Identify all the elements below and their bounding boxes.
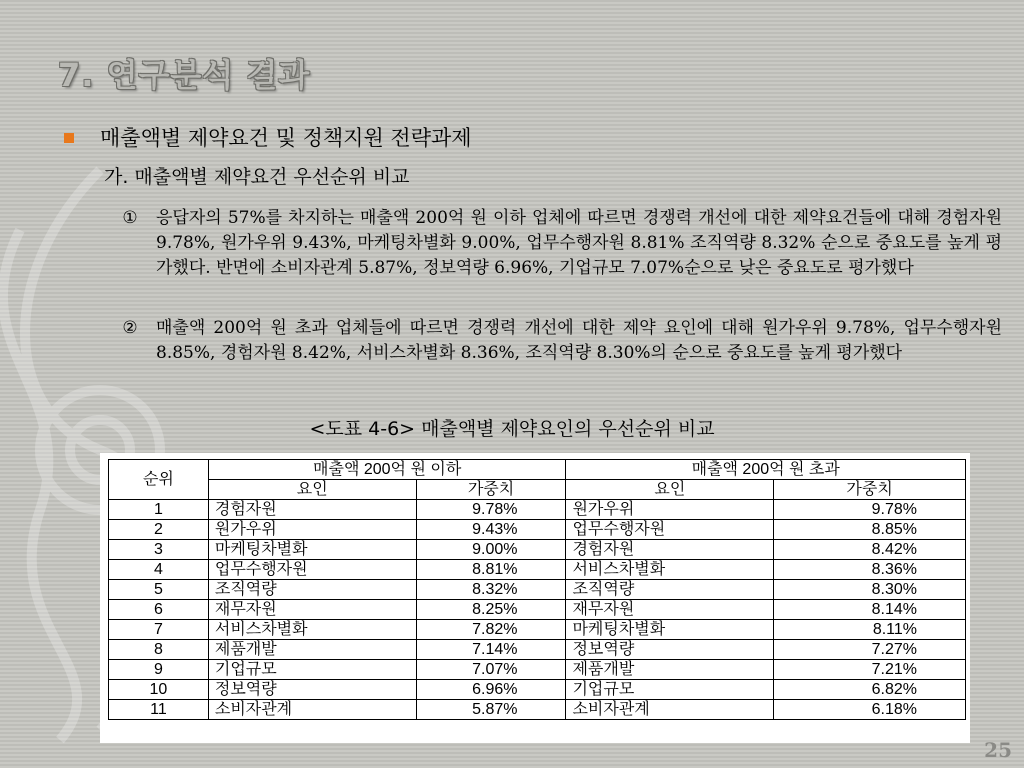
weight-cell: 7.21% xyxy=(774,660,966,680)
weight-cell: 8.14% xyxy=(774,600,966,620)
table-row xyxy=(109,540,966,560)
weight-cell: 8.25% xyxy=(416,600,566,620)
factor-cell: 재무자원 xyxy=(208,600,416,620)
table-row xyxy=(109,640,966,660)
rank-cell: 10 xyxy=(109,680,209,700)
factor-cell: 업무수행자원 xyxy=(566,520,774,540)
rank-cell: 8 xyxy=(109,640,209,660)
weight-cell: 8.42% xyxy=(774,540,966,560)
rank-cell: 1 xyxy=(109,500,209,520)
table-row xyxy=(109,700,966,720)
paragraph-2 xyxy=(118,316,1002,366)
table-row xyxy=(109,580,966,600)
factor-cell: 경험자원 xyxy=(208,500,416,520)
weight-cell: 9.78% xyxy=(774,500,966,520)
weight-cell: 8.85% xyxy=(774,520,966,540)
factor-cell: 원가우위 xyxy=(566,500,774,520)
bullet-square-icon xyxy=(64,133,74,143)
weight-cell: 6.82% xyxy=(774,680,966,700)
circled-number-1: ① xyxy=(122,208,138,228)
factor-cell: 소비자관계 xyxy=(208,700,416,720)
group-header-under-200: 매출액 200억 원 이하 xyxy=(208,460,566,480)
weight-cell: 8.30% xyxy=(774,580,966,600)
rank-cell: 5 xyxy=(109,580,209,600)
weight-cell: 5.87% xyxy=(416,700,566,720)
table-row xyxy=(109,660,966,680)
paragraph-2-text: 매출액 200억 원 초과 업체들에 따르면 경쟁력 개선에 대한 제약 요인에 대해 원가우위 9.78%, 업무수행자원 8.85%, 경험자원 8.42%, 서비스차별화 8.36%, 조직역량 8.30%의 순으로 중요도를 높게 평가했다 xyxy=(156,318,1002,363)
rank-header: 순위 xyxy=(109,460,209,500)
table-row xyxy=(109,500,966,520)
factor-cell: 경험자원 xyxy=(566,540,774,560)
weight-cell: 6.18% xyxy=(774,700,966,720)
table-row xyxy=(109,600,966,620)
rank-cell: 4 xyxy=(109,560,209,580)
weight-cell: 9.00% xyxy=(416,540,566,560)
table-caption: <도표 4-6> 매출액별 제약요인의 우선순위 비교 xyxy=(309,418,715,440)
weight-header: 가중치 xyxy=(416,480,566,500)
factor-cell: 재무자원 xyxy=(566,600,774,620)
factor-cell: 마케팅차별화 xyxy=(566,620,774,640)
factor-cell: 정보역량 xyxy=(208,680,416,700)
factor-header: 요인 xyxy=(566,480,774,500)
factor-cell: 정보역량 xyxy=(566,640,774,660)
page-number: 25 xyxy=(984,738,1012,762)
factor-cell: 조직역량 xyxy=(566,580,774,600)
weight-cell: 8.32% xyxy=(416,580,566,600)
table-row xyxy=(109,560,966,580)
group-header-over-200: 매출액 200억 원 초과 xyxy=(566,460,966,480)
circled-number-2: ② xyxy=(122,318,138,338)
priority-table xyxy=(108,459,966,720)
weight-cell: 8.11% xyxy=(774,620,966,640)
table-row xyxy=(109,680,966,700)
factor-cell: 제품개발 xyxy=(566,660,774,680)
table-container xyxy=(100,453,970,743)
weight-cell: 7.27% xyxy=(774,640,966,660)
paragraph-1-text: 응답자의 57%를 차지하는 매출액 200억 원 이하 업체에 따르면 경쟁력 개선에 대한 제약요건들에 대해 경험자원 9.78%, 원가우위 9.43%, 마케팅차별화 9.00%, 업무수행자원 8.81% 조직역량 8.32% 순으로 중요도를 높게 평가했다. 반면에 소비자관계 5.87%, 정보역량 6.96%, 기업규모 7.07%순으로 낮은 중요도로 평가했다 xyxy=(156,208,1002,278)
factor-cell: 서비스차별화 xyxy=(208,620,416,640)
rank-cell: 7 xyxy=(109,620,209,640)
section-heading: 매출액별 제약요건 및 정책지원 전략과제 xyxy=(100,126,472,150)
weight-cell: 7.07% xyxy=(416,660,566,680)
weight-header: 가중치 xyxy=(774,480,966,500)
table-row xyxy=(109,620,966,640)
factor-cell: 제품개발 xyxy=(208,640,416,660)
rank-cell: 3 xyxy=(109,540,209,560)
factor-cell: 기업규모 xyxy=(208,660,416,680)
factor-cell: 업무수행자원 xyxy=(208,560,416,580)
factor-cell: 마케팅차별화 xyxy=(208,540,416,560)
weight-cell: 7.82% xyxy=(416,620,566,640)
rank-cell: 11 xyxy=(109,700,209,720)
slide-title: 7. 연구분석 결과 xyxy=(58,56,311,94)
weight-cell: 9.78% xyxy=(416,500,566,520)
weight-cell: 7.14% xyxy=(416,640,566,660)
paragraph-1 xyxy=(118,206,1002,281)
weight-cell: 9.43% xyxy=(416,520,566,540)
factor-cell: 조직역량 xyxy=(208,580,416,600)
weight-cell: 8.81% xyxy=(416,560,566,580)
table-row xyxy=(109,520,966,540)
subsection-heading: 가. 매출액별 제약요건 우선순위 비교 xyxy=(104,166,410,188)
factor-cell: 기업규모 xyxy=(566,680,774,700)
rank-cell: 9 xyxy=(109,660,209,680)
rank-cell: 2 xyxy=(109,520,209,540)
factor-cell: 서비스차별화 xyxy=(566,560,774,580)
factor-cell: 원가우위 xyxy=(208,520,416,540)
rank-cell: 6 xyxy=(109,600,209,620)
factor-cell: 소비자관계 xyxy=(566,700,774,720)
weight-cell: 8.36% xyxy=(774,560,966,580)
weight-cell: 6.96% xyxy=(416,680,566,700)
factor-header: 요인 xyxy=(208,480,416,500)
